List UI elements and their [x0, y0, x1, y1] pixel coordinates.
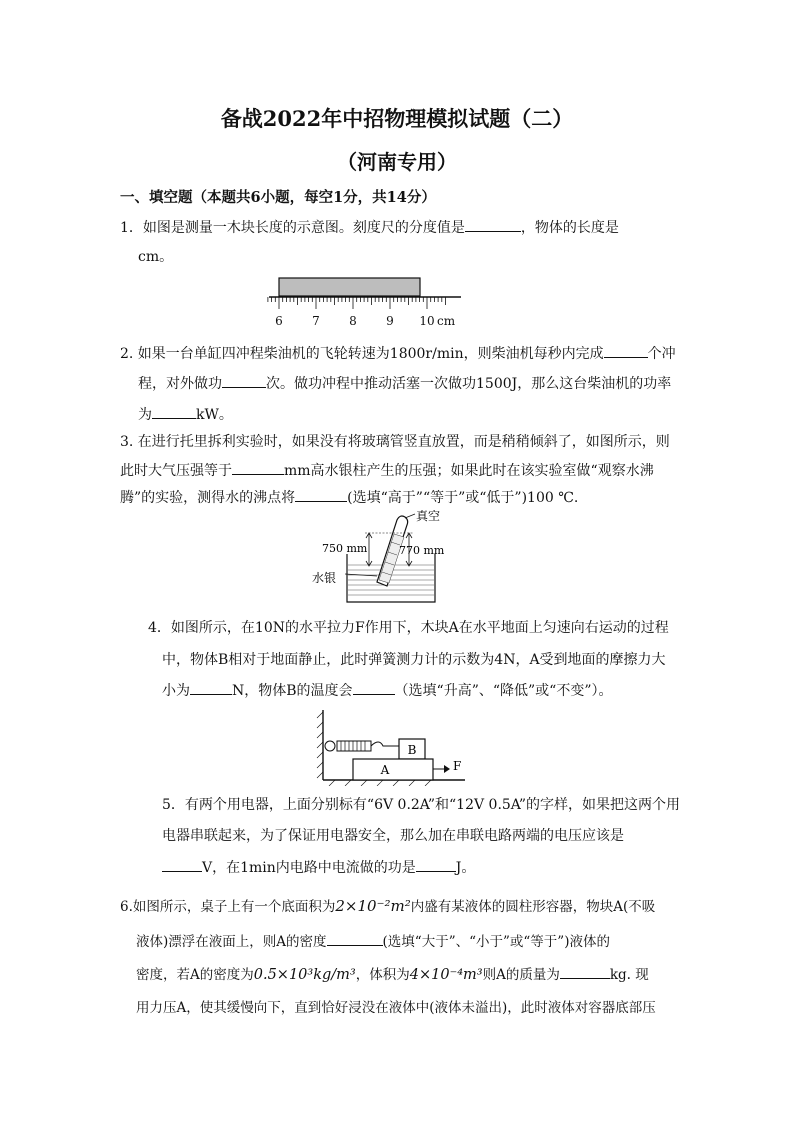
q3-text-d: (选填“高于”“等于”或“低于”)100 ℃.	[347, 490, 579, 506]
q6-text-c: 液体)漂浮在液面上，则A的密度	[136, 934, 327, 950]
ruler-ticks	[268, 297, 446, 309]
block-a	[353, 759, 433, 780]
tick-label-6: 6	[275, 314, 283, 328]
q1-text-a: 1．如图是测量一木块长度的示意图。刻度尺的分度值是	[120, 220, 465, 236]
block-a-label: A	[380, 763, 390, 777]
q2-text-c: 程，对外做功	[138, 376, 222, 392]
q2-text-d: 次。做功冲程中推动活塞一次做功1500J，那么这台柴油机的功率	[266, 376, 672, 392]
question-2-line-2	[138, 373, 671, 394]
spring-scale-body	[337, 741, 371, 751]
q6-blank-2	[560, 964, 610, 979]
q4-text-a: 小为	[162, 683, 190, 699]
force-label: F	[453, 759, 462, 773]
q5-text-a: V，在1min内电路中电流做的功是	[202, 860, 416, 876]
q6-text-b: 内盛有某液体的圆柱形容器，物块A(不吸	[410, 899, 656, 915]
wall-hatch	[317, 712, 323, 778]
q6-text-f: ，体积为	[355, 967, 410, 983]
friction-figure	[315, 706, 475, 786]
question-1-line-1	[120, 217, 619, 238]
tick-label-7: 7	[312, 314, 320, 328]
question-6-line-1	[120, 896, 655, 917]
q2-text-e: 为	[138, 407, 152, 423]
q1-blank-1	[465, 217, 521, 232]
q2-text-f: kW。	[196, 407, 233, 423]
question-4-line-1: 4．如图所示，在10N的水平拉力F作用下，木块A在水平地面上匀速向右运动的过程	[148, 620, 669, 636]
q2-blank-3	[152, 404, 196, 419]
block-b-label: B	[407, 743, 417, 757]
q4-blank-1	[190, 680, 232, 695]
torricelli-figure	[305, 510, 455, 606]
q6-text-d: (选填“大于”、“小于”或“等于”)液体的	[382, 934, 610, 950]
spring-scale-ring	[325, 741, 335, 751]
ruler-figure	[265, 275, 465, 333]
tick-label-10: 10	[419, 314, 435, 328]
q4-text-c: （选填“升高”、“降低”或“不变”）。	[394, 683, 613, 699]
q3-text-b: mm高水银柱产生的压强；如果此时在该实验室做“观察水沸	[284, 463, 654, 479]
floor-hatch	[329, 780, 431, 786]
q2-text-b: 个冲	[647, 346, 676, 362]
question-6-line-3	[136, 964, 649, 985]
question-2-line-1	[120, 343, 676, 364]
q6-text-a: 6.如图所示，桌子上有一个底面积为	[120, 899, 336, 915]
q6-blank-1	[327, 931, 383, 946]
q4-blank-2	[353, 680, 395, 695]
q5-blank-1	[162, 857, 202, 872]
question-3-line-1: 3. 在进行托里拆利实验时，如果没有将玻璃管竖直放置，而是稍稍倾斜了，如图所示，则	[120, 434, 670, 450]
page-subtitle: （河南专用）	[337, 150, 457, 174]
ruler-unit: cm	[437, 314, 456, 328]
tick-label-8: 8	[349, 314, 357, 328]
ruler-labels	[275, 314, 456, 328]
q6-area-formula: 2×10⁻²m²	[335, 897, 411, 915]
q3-text-c: 腾”的实验，测得水的沸点将	[120, 490, 296, 506]
q2-text-a: 2. 如果一台单缸四冲程柴油机的飞轮转速为1800r/min，则柴油机每秒内完成	[120, 346, 604, 362]
label-770mm: 770 mm	[399, 544, 445, 557]
tick-label-9: 9	[386, 314, 394, 328]
q2-blank-1	[604, 343, 648, 358]
mercury-column	[379, 534, 404, 583]
vacuum-label: 真空	[416, 510, 441, 523]
q6-text-g: 则A的质量为	[482, 967, 560, 983]
q4-text-b: N，物体B的温度会	[232, 683, 353, 699]
section-heading: 一、填空题（本题共6小题，每空1分，共14分）	[120, 189, 436, 206]
question-6-line-2	[136, 931, 610, 952]
question-4-line-3	[162, 680, 613, 701]
q6-text-e: 密度，若A的密度为	[136, 967, 254, 983]
q5-blank-2	[416, 857, 456, 872]
spring-hook	[371, 742, 399, 746]
q3-blank-1	[232, 460, 284, 475]
question-3-line-2	[120, 460, 654, 481]
q2-blank-2	[222, 373, 266, 388]
question-4-line-2: 中，物体B相对于地面静止，此时弹簧测力计的示数为4N，A受到地面的摩擦力大	[162, 652, 666, 668]
question-6-line-4: 用力压A，使其缓慢向下，直到恰好浸没在液体中(液体未溢出)，此时液体对容器底部压	[136, 1000, 656, 1016]
question-1-line-2: cm。	[138, 249, 174, 265]
q6-density-formula: 0.5×10³kg/m³	[253, 967, 356, 983]
mercury-label: 水银	[312, 571, 337, 585]
label-750mm: 750 mm	[322, 542, 368, 555]
wood-block	[279, 278, 420, 296]
q6-text-h: kg. 现	[609, 967, 649, 983]
vacuum-leader	[405, 514, 415, 518]
q5-text-b: J。	[455, 860, 476, 876]
q6-volume-formula: 4×10⁻⁴m³	[409, 967, 483, 983]
question-2-line-3	[138, 404, 233, 425]
q3-text-a: 此时大气压强等于	[120, 463, 232, 479]
question-5-line-1: 5．有两个用电器，上面分别标有“6V 0.2A”和“12V 0.5A”的字样，如果把这两个用	[162, 797, 681, 813]
page-title: 备战2022年中招物理模拟试题（二）	[220, 106, 574, 131]
question-5-line-3	[162, 857, 475, 878]
q1-text-b: ，物体的长度是	[520, 220, 619, 236]
question-3-line-3	[120, 487, 578, 508]
question-5-line-2: 电器串联起来，为了保证用电器安全，那么加在串联电路两端的电压应该是	[162, 828, 624, 844]
q3-blank-2	[295, 487, 347, 502]
